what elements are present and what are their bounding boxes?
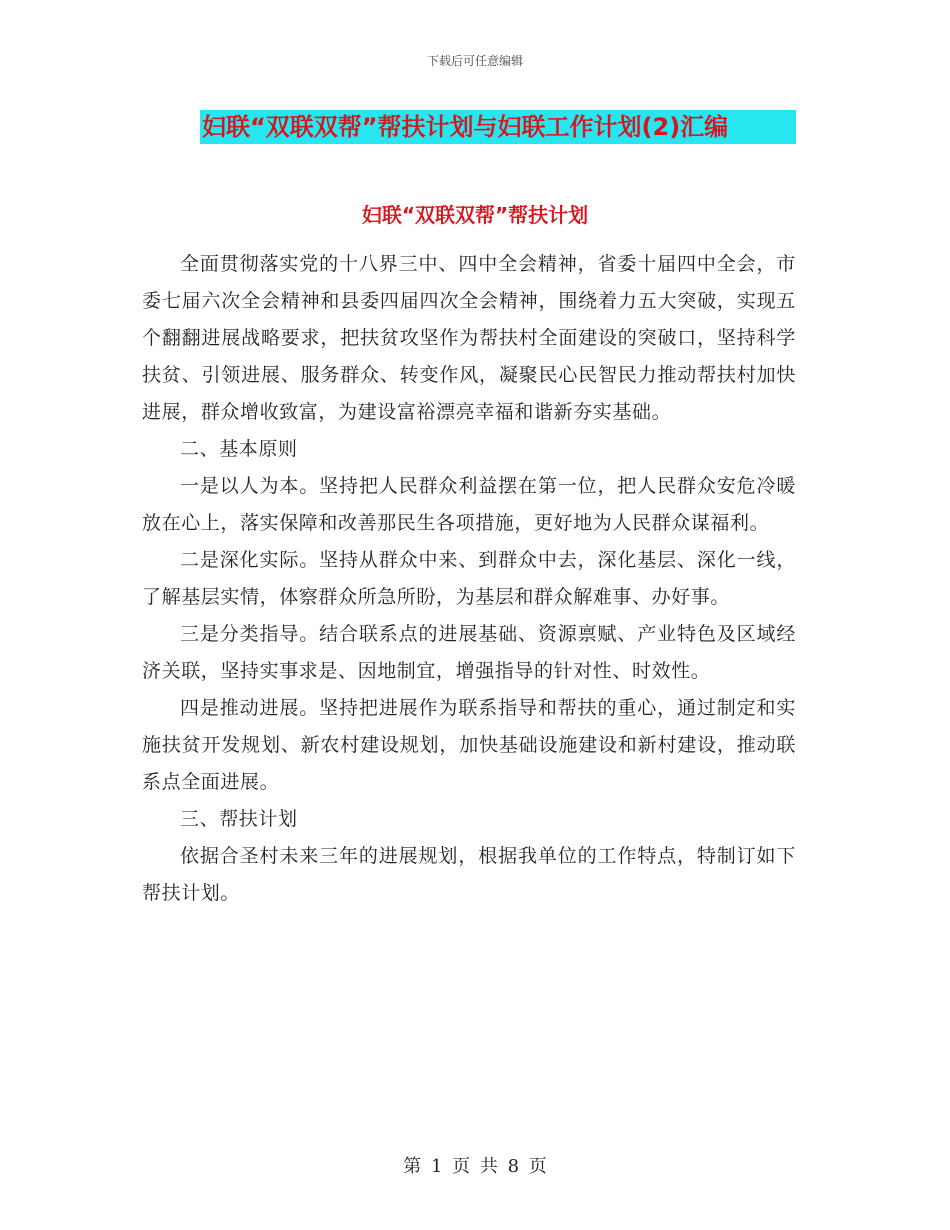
page-number: 第 1 页 共 8 页 xyxy=(403,1156,547,1177)
header-note: 下载后可任意编辑 xyxy=(426,54,523,68)
heading-basic-principles: 二、基本原则 xyxy=(180,438,298,460)
paragraph-intro: 全面贯彻落实党的十八界三中、四中全会精神，省委十届四中全会，市委七届六次全会精神和县委四届四次全会精神，围绕着力五大突破，实现五个翻翻进展战略要求，把扶贫攻坚作为帮扶村全面建设的突破口，坚持科学扶贫、引领进展、服务群众、转变作风，凝聚民心民智民力推动帮扶村加快进展，群众增收致富，为建设富裕漂亮幸福和谐新夯实基础。 xyxy=(142,253,796,423)
document-title-container xyxy=(200,110,796,144)
document-body xyxy=(142,246,796,912)
paragraph-principle-4: 四是推动进展。坚持把进展作为联系指导和帮扶的重心，通过制定和实施扶贫开发规划、新农村建设规划，加快基础设施建设和新村建设，推动联系点全面进展。 xyxy=(142,697,796,793)
section-title: 妇联“双联双帮”帮扶计划 xyxy=(361,203,589,227)
paragraph-principle-3: 三是分类指导。结合联系点的进展基础、资源禀赋、产业特色及区域经济关联，坚持实事求是、因地制宜，增强指导的针对性、时效性。 xyxy=(142,623,796,682)
heading-assistance-plan: 三、帮扶计划 xyxy=(180,808,298,830)
paragraph-plan-intro: 依据合圣村未来三年的进展规划，根据我单位的工作特点，特制订如下帮扶计划。 xyxy=(142,845,796,904)
paragraph-principle-1: 一是以人为本。坚持把人民群众利益摆在第一位，把人民群众安危冷暖放在心上，落实保障和改善那民生各项措施，更好地为人民群众谋福利。 xyxy=(142,475,796,534)
document-title: 妇联“双联双帮”帮扶计划与妇联工作计划(2)汇编 xyxy=(200,110,796,144)
paragraph-principle-2: 二是深化实际。坚持从群众中来、到群众中去，深化基层、深化一线，了解基层实情，体察群众所急所盼，为基层和群众解难事、办好事。 xyxy=(142,549,796,608)
